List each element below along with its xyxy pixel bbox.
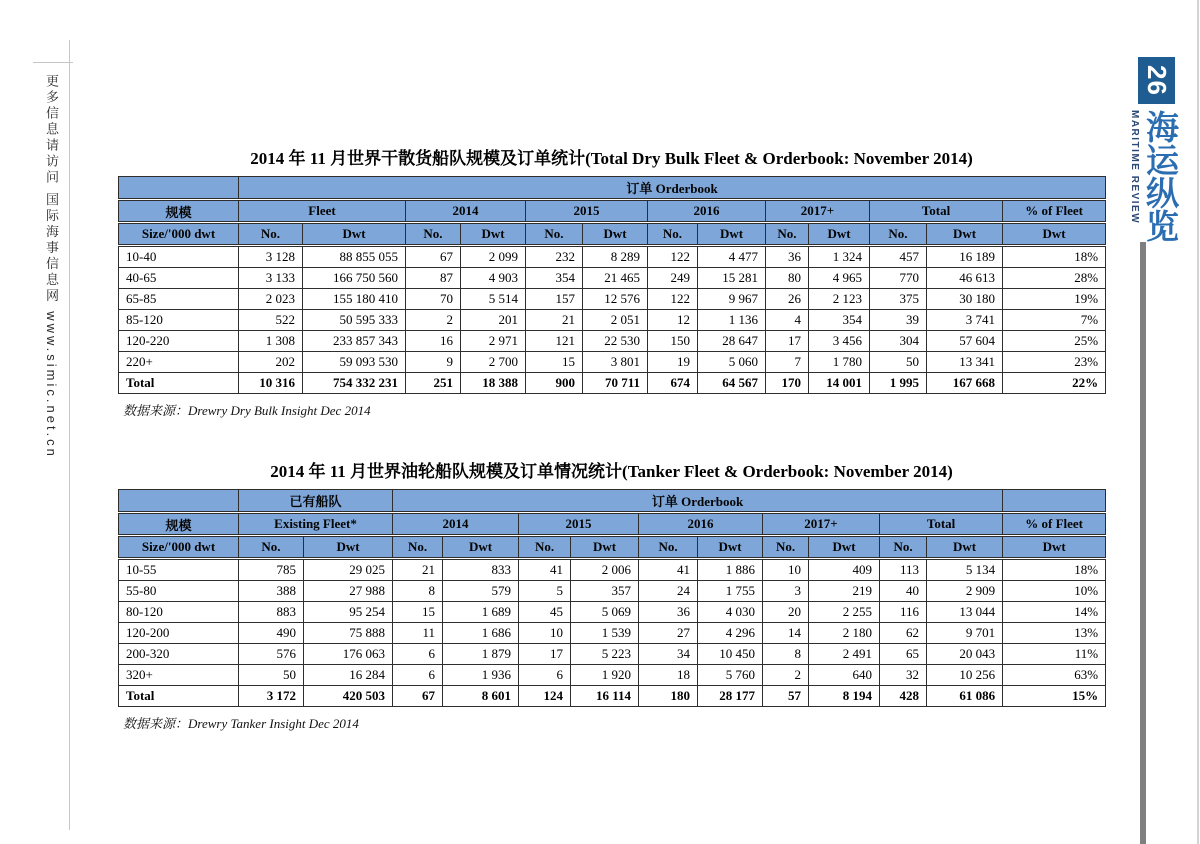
sub-header-cell: No. — [519, 537, 571, 558]
value-cell: 5 223 — [571, 644, 639, 665]
value-cell: 11% — [1003, 644, 1106, 665]
value-cell: 3 — [763, 581, 809, 602]
value-cell: 4 — [766, 310, 809, 331]
value-cell: 10 256 — [927, 665, 1003, 686]
total-row — [119, 373, 1106, 394]
value-cell: 2 051 — [583, 310, 648, 331]
value-cell: 36 — [639, 602, 698, 623]
size-cell: 10-55 — [119, 560, 239, 581]
source-label: 数据来源： — [123, 716, 189, 731]
value-cell: 5 514 — [461, 289, 526, 310]
dry-bulk-table — [118, 176, 1106, 394]
value-cell: 176 063 — [304, 644, 393, 665]
sub-header-cell: No. — [870, 224, 927, 245]
size-cell: 55-80 — [119, 581, 239, 602]
value-cell: 10 316 — [239, 373, 303, 394]
value-cell: 1 686 — [443, 623, 519, 644]
value-cell: 21 — [526, 310, 583, 331]
size-cell: 85-120 — [119, 310, 239, 331]
sub-header-cell: Dwt — [927, 224, 1003, 245]
magazine-title-en: MARITIME REVIEW — [1129, 110, 1140, 225]
value-cell: 8 — [763, 644, 809, 665]
value-cell: 18% — [1003, 560, 1106, 581]
table-row — [119, 623, 1106, 644]
sub-header-cell: Dwt — [809, 224, 870, 245]
value-cell: 201 — [461, 310, 526, 331]
value-cell: 4 477 — [698, 247, 766, 268]
value-cell: 36 — [766, 247, 809, 268]
source-label: 数据来源： — [123, 403, 189, 418]
sub-header-cell: Dwt — [698, 537, 763, 558]
banner-row — [119, 177, 1106, 199]
value-cell: 23% — [1003, 352, 1106, 373]
value-cell: 2 700 — [461, 352, 526, 373]
value-cell: 3 128 — [239, 247, 303, 268]
value-cell: 388 — [239, 581, 304, 602]
sub-header-cell: Dwt — [571, 537, 639, 558]
value-cell: 251 — [406, 373, 461, 394]
value-cell: 70 — [406, 289, 461, 310]
size-cell: 220+ — [119, 352, 239, 373]
value-cell: 2 971 — [461, 331, 526, 352]
value-cell: 5 060 — [698, 352, 766, 373]
size-cell: 200-320 — [119, 644, 239, 665]
value-cell: 28 177 — [698, 686, 763, 707]
value-cell: 754 332 231 — [303, 373, 406, 394]
group-header-cell: 2015 — [519, 514, 639, 535]
value-cell: 202 — [239, 352, 303, 373]
value-cell: 167 668 — [927, 373, 1003, 394]
value-cell: 4 903 — [461, 268, 526, 289]
value-cell: 12 — [648, 310, 698, 331]
sub-row — [119, 224, 1106, 245]
value-cell: 522 — [239, 310, 303, 331]
group-header-cell: Fleet — [239, 201, 406, 222]
tanker-table — [118, 489, 1106, 707]
value-cell: 409 — [809, 560, 880, 581]
sub-header-cell: No. — [639, 537, 698, 558]
value-cell: 15 281 — [698, 268, 766, 289]
value-cell: 59 093 530 — [303, 352, 406, 373]
sub-header-cell: No. — [239, 224, 303, 245]
value-cell: 41 — [639, 560, 698, 581]
banner-empty-cell — [1003, 490, 1106, 512]
size-cell: 10-40 — [119, 247, 239, 268]
table-row — [119, 665, 1106, 686]
sub-header-cell: No. — [766, 224, 809, 245]
value-cell: 13 044 — [927, 602, 1003, 623]
group-header-cell: 2017+ — [766, 201, 870, 222]
table-row — [119, 310, 1106, 331]
left-rule-horizontal — [33, 62, 73, 63]
value-cell: 64 567 — [698, 373, 766, 394]
value-cell: 17 — [766, 331, 809, 352]
value-cell: 18% — [1003, 247, 1106, 268]
sidebar-vertical-text: 更多信息请访问 国际海事信息网 www.simic.net.cn — [44, 74, 59, 459]
group-row — [119, 201, 1106, 222]
banner-empty-cell — [119, 177, 239, 199]
tanker-source-note — [123, 713, 1105, 732]
banner-row — [119, 490, 1106, 512]
value-cell: 2 909 — [927, 581, 1003, 602]
sub-header-cell: No. — [880, 537, 927, 558]
total-row — [119, 686, 1106, 707]
value-cell: 249 — [648, 268, 698, 289]
value-cell: 25% — [1003, 331, 1106, 352]
banner-header-cell: 订单 Orderbook — [393, 490, 1003, 512]
value-cell: 1 936 — [443, 665, 519, 686]
value-cell: 640 — [809, 665, 880, 686]
page-number: 26 — [1141, 65, 1172, 96]
value-cell: 4 296 — [698, 623, 763, 644]
page-edge-line — [1197, 0, 1199, 844]
value-cell: 22 530 — [583, 331, 648, 352]
value-cell: 576 — [239, 644, 304, 665]
group-header-cell: % of Fleet — [1003, 514, 1106, 535]
tanker-section — [118, 457, 1105, 732]
source-text: Drewry Dry Bulk Insight Dec 2014 — [188, 403, 371, 418]
value-cell: 8 601 — [443, 686, 519, 707]
sub-header-cell: No. — [648, 224, 698, 245]
value-cell: 1 780 — [809, 352, 870, 373]
value-cell: 9 — [406, 352, 461, 373]
size-cell: Total — [119, 686, 239, 707]
value-cell: 2 — [406, 310, 461, 331]
value-cell: 10% — [1003, 581, 1106, 602]
value-cell: 46 613 — [927, 268, 1003, 289]
value-cell: 354 — [809, 310, 870, 331]
sub-header-cell: No. — [526, 224, 583, 245]
value-cell: 14% — [1003, 602, 1106, 623]
value-cell: 157 — [526, 289, 583, 310]
sub-header-cell: Dwt — [1003, 537, 1106, 558]
size-cell: 120-200 — [119, 623, 239, 644]
value-cell: 65 — [880, 644, 927, 665]
value-cell: 50 — [239, 665, 304, 686]
value-cell: 18 388 — [461, 373, 526, 394]
value-cell: 2 023 — [239, 289, 303, 310]
value-cell: 62 — [880, 623, 927, 644]
group-row — [119, 514, 1106, 535]
value-cell: 15 — [393, 602, 443, 623]
value-cell: 7 — [766, 352, 809, 373]
value-cell: 2 123 — [809, 289, 870, 310]
value-cell: 14 — [763, 623, 809, 644]
value-cell: 674 — [648, 373, 698, 394]
group-header-cell: 规模 — [119, 201, 239, 222]
sub-header-cell: Dwt — [304, 537, 393, 558]
value-cell: 41 — [519, 560, 571, 581]
value-cell: 3 801 — [583, 352, 648, 373]
value-cell: 113 — [880, 560, 927, 581]
value-cell: 14 001 — [809, 373, 870, 394]
value-cell: 28 647 — [698, 331, 766, 352]
magazine-title-block — [1129, 110, 1179, 260]
magazine-title-cn: 海运纵览 — [1140, 110, 1180, 242]
value-cell: 30 180 — [927, 289, 1003, 310]
value-cell: 5 134 — [927, 560, 1003, 581]
value-cell: 354 — [526, 268, 583, 289]
value-cell: 1 755 — [698, 581, 763, 602]
value-cell: 1 324 — [809, 247, 870, 268]
value-cell: 5 — [519, 581, 571, 602]
group-header-cell: 2016 — [648, 201, 766, 222]
group-header-cell: 2014 — [406, 201, 526, 222]
value-cell: 95 254 — [304, 602, 393, 623]
value-cell: 304 — [870, 331, 927, 352]
value-cell: 2 180 — [809, 623, 880, 644]
value-cell: 40 — [880, 581, 927, 602]
value-cell: 457 — [870, 247, 927, 268]
group-header-cell: 2015 — [526, 201, 648, 222]
value-cell: 833 — [443, 560, 519, 581]
value-cell: 11 — [393, 623, 443, 644]
value-cell: 27 — [639, 623, 698, 644]
value-cell: 124 — [519, 686, 571, 707]
value-cell: 27 988 — [304, 581, 393, 602]
value-cell: 50 595 333 — [303, 310, 406, 331]
group-header-cell: 2016 — [639, 514, 763, 535]
value-cell: 8 289 — [583, 247, 648, 268]
group-header-cell: Total — [880, 514, 1003, 535]
group-header-cell: 2014 — [393, 514, 519, 535]
group-header-cell: Total — [870, 201, 1003, 222]
value-cell: 5 069 — [571, 602, 639, 623]
value-cell: 150 — [648, 331, 698, 352]
value-cell: 18 — [639, 665, 698, 686]
value-cell: 50 — [870, 352, 927, 373]
value-cell: 8 194 — [809, 686, 880, 707]
value-cell: 219 — [809, 581, 880, 602]
sub-header-cell: Dwt — [443, 537, 519, 558]
value-cell: 39 — [870, 310, 927, 331]
right-gray-bar — [1140, 242, 1146, 844]
value-cell: 63% — [1003, 665, 1106, 686]
sub-header-cell: Dwt — [1003, 224, 1106, 245]
value-cell: 12 576 — [583, 289, 648, 310]
table-row — [119, 331, 1106, 352]
group-header-cell: 规模 — [119, 514, 239, 535]
value-cell: 900 — [526, 373, 583, 394]
value-cell: 29 025 — [304, 560, 393, 581]
table-row — [119, 352, 1106, 373]
value-cell: 15% — [1003, 686, 1106, 707]
value-cell: 28% — [1003, 268, 1106, 289]
group-header-cell: Existing Fleet* — [239, 514, 393, 535]
value-cell: 61 086 — [927, 686, 1003, 707]
value-cell: 57 — [763, 686, 809, 707]
value-cell: 121 — [526, 331, 583, 352]
value-cell: 26 — [766, 289, 809, 310]
value-cell: 1 886 — [698, 560, 763, 581]
size-cell: 65-85 — [119, 289, 239, 310]
value-cell: 57 604 — [927, 331, 1003, 352]
value-cell: 6 — [519, 665, 571, 686]
size-cell: 120-220 — [119, 331, 239, 352]
value-cell: 155 180 410 — [303, 289, 406, 310]
value-cell: 170 — [766, 373, 809, 394]
value-cell: 21 — [393, 560, 443, 581]
value-cell: 80 — [766, 268, 809, 289]
value-cell: 2 006 — [571, 560, 639, 581]
value-cell: 16 189 — [927, 247, 1003, 268]
value-cell: 180 — [639, 686, 698, 707]
value-cell: 75 888 — [304, 623, 393, 644]
sub-header-cell: Dwt — [303, 224, 406, 245]
left-rule-vertical — [69, 40, 70, 830]
value-cell: 1 308 — [239, 331, 303, 352]
sub-header-cell: Dwt — [927, 537, 1003, 558]
table-row — [119, 247, 1106, 268]
value-cell: 375 — [870, 289, 927, 310]
value-cell: 3 133 — [239, 268, 303, 289]
value-cell: 8 — [393, 581, 443, 602]
sub-header-cell: Dwt — [698, 224, 766, 245]
value-cell: 20 043 — [927, 644, 1003, 665]
value-cell: 3 741 — [927, 310, 1003, 331]
dry-bulk-section — [118, 144, 1105, 419]
table-row — [119, 268, 1106, 289]
value-cell: 6 — [393, 665, 443, 686]
table-row — [119, 602, 1106, 623]
table-row — [119, 560, 1106, 581]
value-cell: 1 995 — [870, 373, 927, 394]
value-cell: 13% — [1003, 623, 1106, 644]
value-cell: 21 465 — [583, 268, 648, 289]
dry-bulk-table-title: 2014 年 11 月世界干散货船队规模及订单统计(Total Dry Bulk Fleet & Orderbook: November 2014) — [250, 149, 973, 168]
sub-header-cell: No. — [393, 537, 443, 558]
value-cell: 420 503 — [304, 686, 393, 707]
value-cell: 20 — [763, 602, 809, 623]
value-cell: 88 855 055 — [303, 247, 406, 268]
value-cell: 357 — [571, 581, 639, 602]
value-cell: 16 284 — [304, 665, 393, 686]
value-cell: 9 967 — [698, 289, 766, 310]
sub-header-cell: Size/'000 dwt — [119, 537, 239, 558]
value-cell: 10 450 — [698, 644, 763, 665]
value-cell: 4 030 — [698, 602, 763, 623]
banner-empty-cell — [119, 490, 239, 512]
dry-bulk-source-note — [123, 400, 1105, 419]
value-cell: 16 — [406, 331, 461, 352]
value-cell: 32 — [880, 665, 927, 686]
value-cell: 5 760 — [698, 665, 763, 686]
value-cell: 9 701 — [927, 623, 1003, 644]
value-cell: 70 711 — [583, 373, 648, 394]
value-cell: 116 — [880, 602, 927, 623]
value-cell: 770 — [870, 268, 927, 289]
table-row — [119, 644, 1106, 665]
value-cell: 17 — [519, 644, 571, 665]
value-cell: 13 341 — [927, 352, 1003, 373]
value-cell: 2 491 — [809, 644, 880, 665]
source-text: Drewry Tanker Insight Dec 2014 — [188, 716, 359, 731]
value-cell: 6 — [393, 644, 443, 665]
value-cell: 67 — [406, 247, 461, 268]
value-cell: 3 172 — [239, 686, 304, 707]
value-cell: 15 — [526, 352, 583, 373]
sub-header-cell: No. — [406, 224, 461, 245]
sub-header-cell: No. — [239, 537, 304, 558]
value-cell: 428 — [880, 686, 927, 707]
value-cell: 24 — [639, 581, 698, 602]
value-cell: 34 — [639, 644, 698, 665]
value-cell: 16 114 — [571, 686, 639, 707]
group-header-cell: 2017+ — [763, 514, 880, 535]
value-cell: 19 — [648, 352, 698, 373]
sub-row — [119, 537, 1106, 558]
size-cell: 80-120 — [119, 602, 239, 623]
value-cell: 7% — [1003, 310, 1106, 331]
sub-header-cell: Dwt — [583, 224, 648, 245]
value-cell: 2 255 — [809, 602, 880, 623]
value-cell: 122 — [648, 247, 698, 268]
sub-header-cell: No. — [763, 537, 809, 558]
size-cell: 320+ — [119, 665, 239, 686]
sub-header-cell: Dwt — [809, 537, 880, 558]
sub-header-cell: Size/'000 dwt — [119, 224, 239, 245]
value-cell: 4 965 — [809, 268, 870, 289]
value-cell: 1 689 — [443, 602, 519, 623]
value-cell: 22% — [1003, 373, 1106, 394]
value-cell: 3 456 — [809, 331, 870, 352]
banner-header-cell: 订单 Orderbook — [239, 177, 1106, 199]
value-cell: 1 136 — [698, 310, 766, 331]
value-cell: 19% — [1003, 289, 1106, 310]
value-cell: 10 — [763, 560, 809, 581]
value-cell: 166 750 560 — [303, 268, 406, 289]
value-cell: 1 920 — [571, 665, 639, 686]
value-cell: 2 099 — [461, 247, 526, 268]
tanker-table-title: 2014 年 11 月世界油轮船队规模及订单情况统计(Tanker Fleet & Orderbook: November 2014) — [270, 462, 953, 481]
page-number-box — [1138, 57, 1175, 104]
size-cell: Total — [119, 373, 239, 394]
value-cell: 490 — [239, 623, 304, 644]
value-cell: 45 — [519, 602, 571, 623]
value-cell: 883 — [239, 602, 304, 623]
value-cell: 785 — [239, 560, 304, 581]
value-cell: 87 — [406, 268, 461, 289]
table-row — [119, 581, 1106, 602]
group-header-cell: % of Fleet — [1003, 201, 1106, 222]
value-cell: 233 857 343 — [303, 331, 406, 352]
value-cell: 1 539 — [571, 623, 639, 644]
value-cell: 232 — [526, 247, 583, 268]
value-cell: 579 — [443, 581, 519, 602]
value-cell: 2 — [763, 665, 809, 686]
value-cell: 67 — [393, 686, 443, 707]
value-cell: 1 879 — [443, 644, 519, 665]
banner-header-cell: 已有船队 — [239, 490, 393, 512]
size-cell: 40-65 — [119, 268, 239, 289]
value-cell: 122 — [648, 289, 698, 310]
table-row — [119, 289, 1106, 310]
value-cell: 10 — [519, 623, 571, 644]
sub-header-cell: Dwt — [461, 224, 526, 245]
